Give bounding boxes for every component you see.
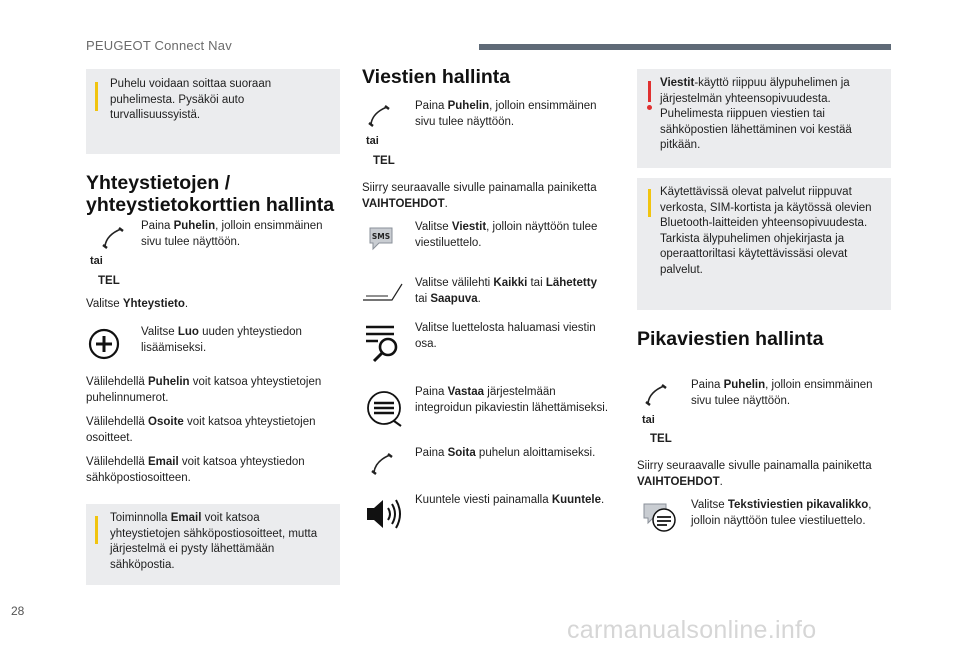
tel-label: TEL: [373, 155, 395, 167]
step-text: Valitse Viestit, jolloin näyttöön tulee viestiluettelo.: [415, 221, 598, 249]
section-heading-quick-messages: Pikaviestien hallinta: [637, 328, 824, 350]
quick-message-icon: [641, 501, 677, 533]
step-text: Valitse Tekstiviestien pikavalikko, jolloin näyttöön tulee viestiluettelo.: [691, 499, 872, 527]
body-text: Siirry seuraavalle sivulle painamalla painiketta VAIHTOEHDOT.: [637, 460, 872, 488]
phone-icon: [370, 451, 394, 475]
list-search-icon: [364, 323, 404, 363]
info-note-text: Toiminnolla Email voit katsoa yhteystietojen sähköpostiosoitteet, mutta järjestelmä ei pysty lähettämään sähköpostia.: [110, 512, 318, 571]
info-note-box: [86, 69, 340, 154]
phone-icon: [101, 225, 125, 249]
step-text: Paina Puhelin, jolloin ensimmäinen sivu tulee näyttöön.: [141, 220, 323, 248]
step-text: Paina Puhelin, jolloin ensimmäinen sivu tulee näyttöön.: [415, 100, 597, 128]
info-note-text: Puhelu voidaan soittaa suoraan puhelimesta. Pysäköi auto turvallisuussyistä.: [110, 78, 272, 121]
step-text: Paina Soita puhelun aloittamiseksi.: [415, 447, 596, 459]
warning-dot: [647, 105, 652, 110]
section-heading-messages: Viestien hallinta: [362, 66, 511, 88]
sms-bubble-icon: [367, 225, 395, 253]
phone-icon: [367, 103, 391, 127]
step-text: Valitse Luo uuden yhteystiedon lisäämiseksi.: [141, 326, 302, 354]
body-text: Siirry seuraavalle sivulle painamalla painiketta VAIHTOEHDOT.: [362, 182, 597, 210]
plus-circle-icon: [88, 328, 120, 360]
warning-note-text: Viestit-käyttö riippuu älypuhelimen ja järjestelmän yhteensopivuudesta. Puhelimesta riippuen viestien tai sähköpostien lähettäminen voi kestää pitkään.: [660, 77, 852, 151]
info-note-box: [637, 178, 891, 310]
body-text: Välilehdellä Osoite voit katsoa yhteystietojen osoitteet.: [86, 416, 316, 444]
info-bar: [648, 189, 651, 217]
step-text: Valitse välilehti Kaikki tai Lähetetty tai Saapuva.: [415, 277, 597, 305]
tel-label: TEL: [98, 275, 120, 287]
body-text: Välilehdellä Puhelin voit katsoa yhteystietojen puhelinnumerot.: [86, 376, 322, 404]
info-note-box: [86, 504, 340, 585]
info-note-text: Käytettävissä olevat palvelut riippuvat verkosta, SIM-kortista ja käytössä olevien Bluetooth-laitteiden yhteensopivuudesta. Tarkista älypuhelimen ohjekirjasta ja operaattoriltasi käytettävissäsi olevat palvelut.: [660, 186, 872, 276]
info-bar: [95, 82, 98, 111]
body-text: Valitse Yhteystieto.: [86, 298, 189, 310]
page-number: 28: [11, 604, 25, 618]
or-label: tai: [90, 255, 103, 267]
body-text: Välilehdellä Email voit katsoa yhteystiedon sähköpostiosoitteen.: [86, 456, 305, 484]
message-bubble-icon: [364, 391, 404, 427]
warning-bar: [648, 81, 651, 102]
step-text: Valitse luettelosta haluamasi viestin osa.: [415, 322, 596, 350]
step-text: Paina Vastaa järjestelmään integroidun pikaviestin lähettämiseksi.: [415, 386, 609, 414]
watermark: carmanualsonline.info: [567, 616, 817, 644]
warning-note-box: [637, 69, 891, 168]
step-text: Paina Puhelin, jolloin ensimmäinen sivu tulee näyttöön.: [691, 379, 873, 407]
info-bar: [95, 516, 98, 544]
speaker-icon: [364, 497, 404, 531]
tel-label: TEL: [650, 433, 672, 445]
step-text: Kuuntele viesti painamalla Kuuntele.: [415, 494, 605, 506]
phone-icon: [644, 382, 668, 406]
section-heading-contacts: Yhteystietojen / yhteystietokorttien hallinta: [86, 172, 335, 216]
tab-selector-icon: [362, 282, 406, 302]
or-label: tai: [642, 414, 655, 426]
sms-label: SMS: [371, 232, 391, 241]
header-bar: [479, 44, 891, 50]
running-header: PEUGEOT Connect Nav: [86, 38, 232, 53]
or-label: tai: [366, 135, 379, 147]
